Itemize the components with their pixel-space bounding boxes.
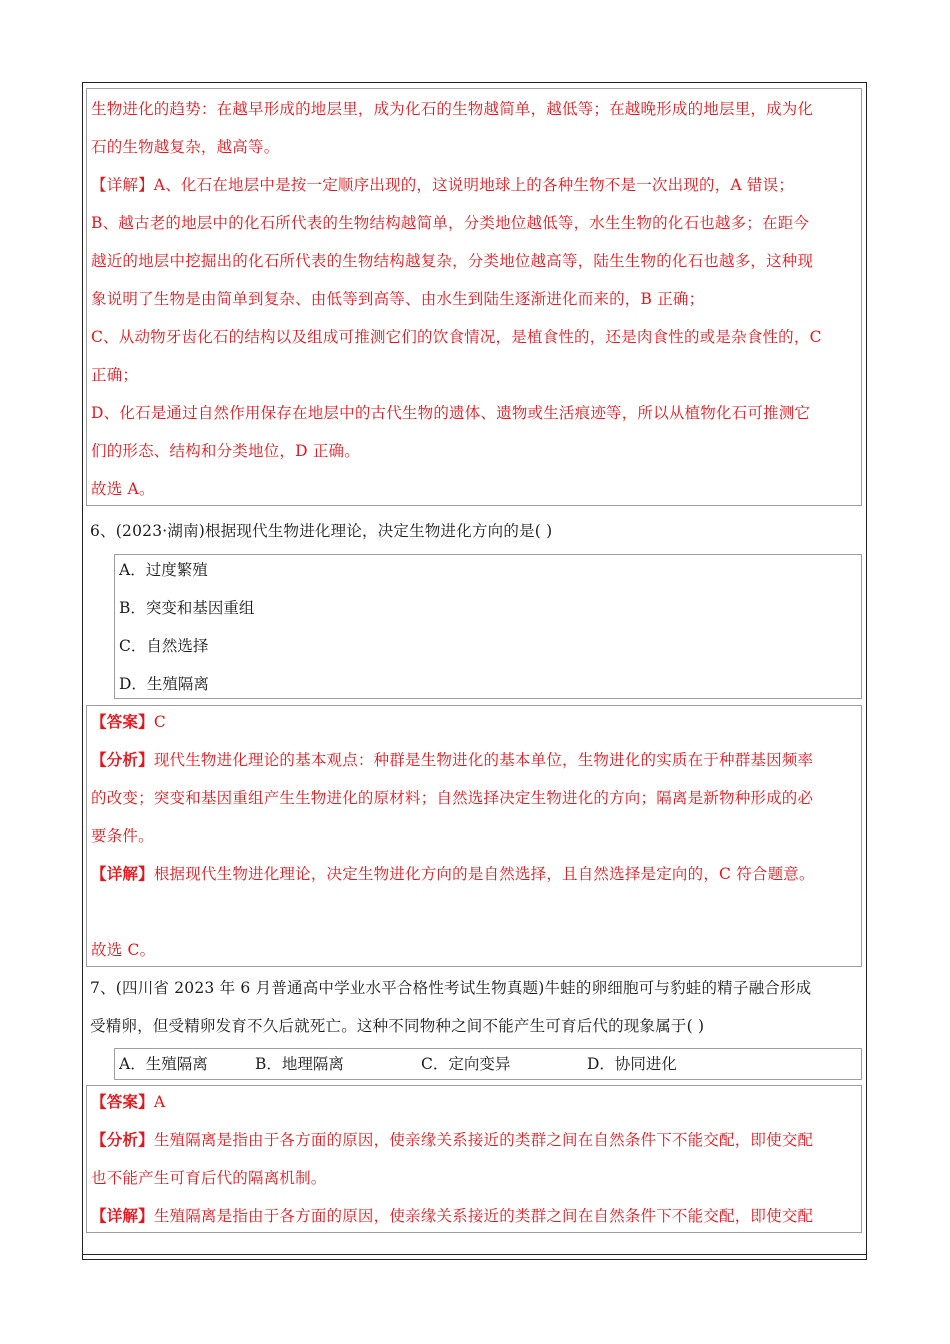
detail-line — [91, 1204, 813, 1226]
text-line: 石的生物越复杂，越高等。 — [91, 138, 280, 156]
answer-value: C — [153, 713, 166, 731]
text-line: 越近的地层中挖掘出的化石所代表的生物结构越复杂，分类地位越高等，陆生生物的化石也越多，这种现 — [91, 252, 814, 270]
question-text: 受精卵，但受精卵发育不久后就死亡。这种不同物种之间不能产生可育后代的现象属于( ) — [90, 1017, 705, 1035]
analysis-line: 也不能产生可育后代的隔离机制。 — [91, 1169, 327, 1187]
analysis-line: 要条件。 — [91, 827, 154, 845]
question-6-stem — [86, 510, 862, 550]
option-b[interactable]: B．突变和基因重组 — [119, 599, 255, 617]
option-a[interactable]: A．生殖隔离 — [119, 1055, 208, 1073]
answer-tag: 【答案】 — [91, 1092, 154, 1111]
answer-box-q6 — [86, 705, 862, 967]
analysis-line — [91, 748, 813, 770]
question-7-stem — [86, 968, 862, 1046]
question-text: 6、(2023·湖南)根据现代生物进化理论，决定生物进化方向的是( ) — [90, 522, 553, 540]
answer-line — [91, 710, 166, 732]
option-b[interactable]: B．地理隔离 — [255, 1055, 344, 1073]
detail-tag: 【详解】 — [91, 864, 154, 883]
detail-tag: 【详解】 — [91, 1206, 154, 1225]
option-d[interactable]: D．生殖隔离 — [119, 675, 209, 693]
detail-line — [91, 862, 815, 884]
text-line: 【详解】A、化石在地层中是按一定顺序出现的，这说明地球上的各种生物不是一次出现的，A 错误； — [91, 176, 795, 194]
analysis-text: 生殖隔离是指由于各方面的原因，使亲缘关系接近的类群之间在自然条件下不能交配，即使交配 — [153, 1131, 814, 1149]
explanation-box-q5 — [86, 88, 862, 506]
detail-text: 根据现代生物进化理论，决定生物进化方向的是自然选择，且自然选择是定向的，C 符合题意。 — [153, 865, 815, 883]
text-line: C、从动物牙齿化石的结构以及组成可推测它们的饮食情况，是植食性的，还是肉食性的或是杂食性的，C — [91, 328, 822, 346]
question-7-options — [114, 1048, 862, 1080]
analysis-tag: 【分析】 — [91, 750, 154, 769]
option-a[interactable]: A．过度繁殖 — [119, 561, 208, 579]
text-line: 们的形态、结构和分类地位，D 正确。 — [91, 442, 360, 460]
analysis-line — [91, 1128, 813, 1150]
text-line: B、越古老的地层中的化石所代表的生物结构越简单，分类地位越低等，水生生物的化石也越多；在距今 — [91, 214, 810, 232]
conclusion-text: 故选 A。 — [91, 480, 155, 498]
answer-box-q7 — [86, 1085, 862, 1233]
answer-tag: 【答案】 — [91, 712, 154, 731]
text-line: 生物进化的趋势：在越早形成的地层里，成为化石的生物越简单，越低等；在越晚形成的地层里，成为化 — [91, 100, 814, 118]
text-line: 象说明了生物是由简单到复杂、由低等到高等、由水生到陆生逐渐进化而来的，B 正确； — [91, 290, 705, 308]
option-d[interactable]: D．协同进化 — [587, 1055, 677, 1073]
option-c[interactable]: C．自然选择 — [119, 637, 209, 655]
text-line: D、化石是通过自然作用保存在地层中的古代生物的遗体、遗物或生活痕迹等，所以从植物化石可推测它 — [91, 404, 811, 422]
answer-value: A — [153, 1093, 166, 1111]
answer-line — [91, 1090, 165, 1112]
conclusion-text: 故选 C。 — [91, 941, 156, 959]
question-6-options — [114, 554, 862, 699]
analysis-line: 的改变；突变和基因重组产生生物进化的原材料；自然选择决定生物进化的方向；隔离是新物种形成的必 — [91, 789, 814, 807]
text-line: 正确； — [91, 366, 139, 384]
option-c[interactable]: C．定向变异 — [421, 1055, 511, 1073]
analysis-tag: 【分析】 — [91, 1130, 154, 1149]
question-text: 7、(四川省 2023 年 6 月普通高中学业水平合格性考试生物真题)牛蛙的卵细胞可与豹蛙的精子融合形成 — [90, 979, 812, 997]
analysis-text: 现代生物进化理论的基本观点：种群是生物进化的基本单位，生物进化的实质在于种群基因频率 — [153, 751, 814, 769]
detail-text: 生殖隔离是指由于各方面的原因，使亲缘关系接近的类群之间在自然条件下不能交配，即使交配 — [153, 1207, 814, 1225]
